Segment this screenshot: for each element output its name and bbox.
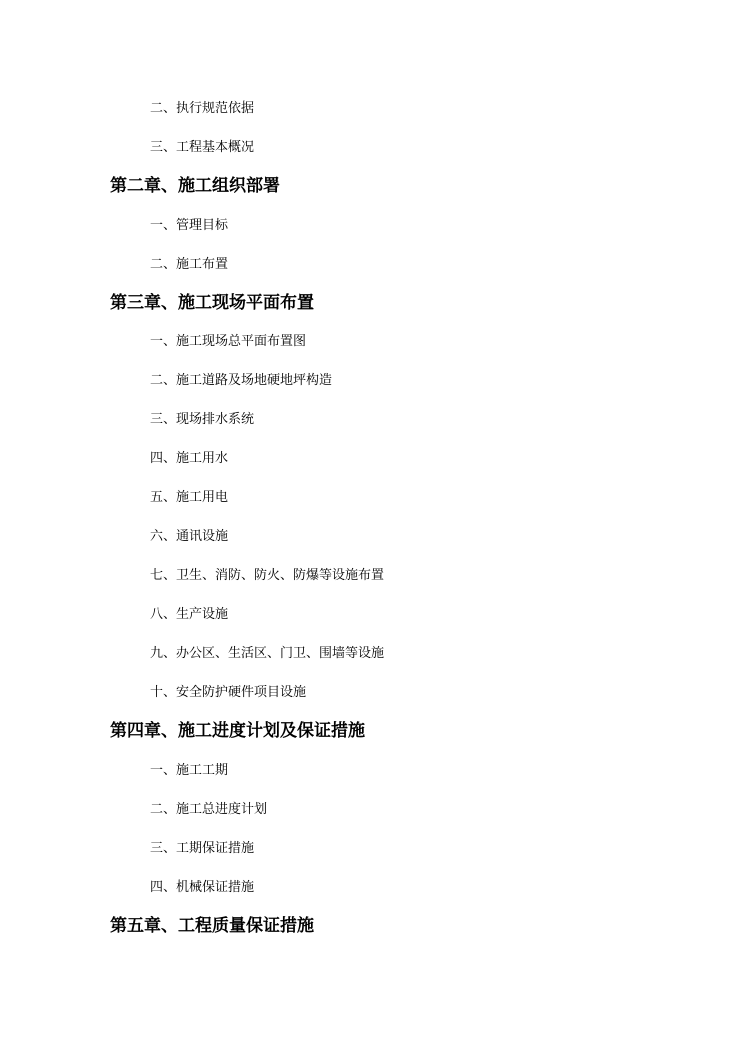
- toc-section-entry: 二、施工道路及场地硬地坪构造: [150, 373, 333, 388]
- toc-section-entry: 八、生产设施: [150, 607, 229, 622]
- toc-section-entry: 二、执行规范依据: [150, 101, 255, 116]
- toc-section-entry: 四、施工用水: [150, 451, 229, 466]
- toc-chapter-heading: 第四章、施工进度计划及保证措施: [110, 721, 365, 741]
- toc-section-entry: 一、施工现场总平面布置图: [150, 334, 307, 349]
- toc-section-entry: 二、施工总进度计划: [150, 802, 268, 817]
- toc-chapter-heading: 第三章、施工现场平面布置: [110, 293, 314, 313]
- toc-section-entry: 十、安全防护硬件项目设施: [150, 685, 307, 700]
- toc-section-entry: 九、办公区、生活区、门卫、围墙等设施: [150, 646, 385, 661]
- toc-section-entry: 五、施工用电: [150, 490, 229, 505]
- toc-section-entry: 七、卫生、消防、防火、防爆等设施布置: [150, 568, 385, 583]
- toc-section-entry: 三、现场排水系统: [150, 412, 255, 427]
- toc-section-entry: 六、通讯设施: [150, 529, 229, 544]
- toc-chapter-heading: 第二章、施工组织部署: [110, 176, 280, 196]
- toc-section-entry: 三、工期保证措施: [150, 841, 255, 856]
- toc-section-entry: 一、管理目标: [150, 218, 229, 233]
- toc-section-entry: 一、施工工期: [150, 763, 229, 778]
- toc-chapter-heading: 第五章、工程质量保证措施: [110, 916, 314, 936]
- toc-section-entry: 三、工程基本概况: [150, 140, 255, 155]
- toc-section-entry: 二、施工布置: [150, 257, 229, 272]
- toc-section-entry: 四、机械保证措施: [150, 880, 255, 895]
